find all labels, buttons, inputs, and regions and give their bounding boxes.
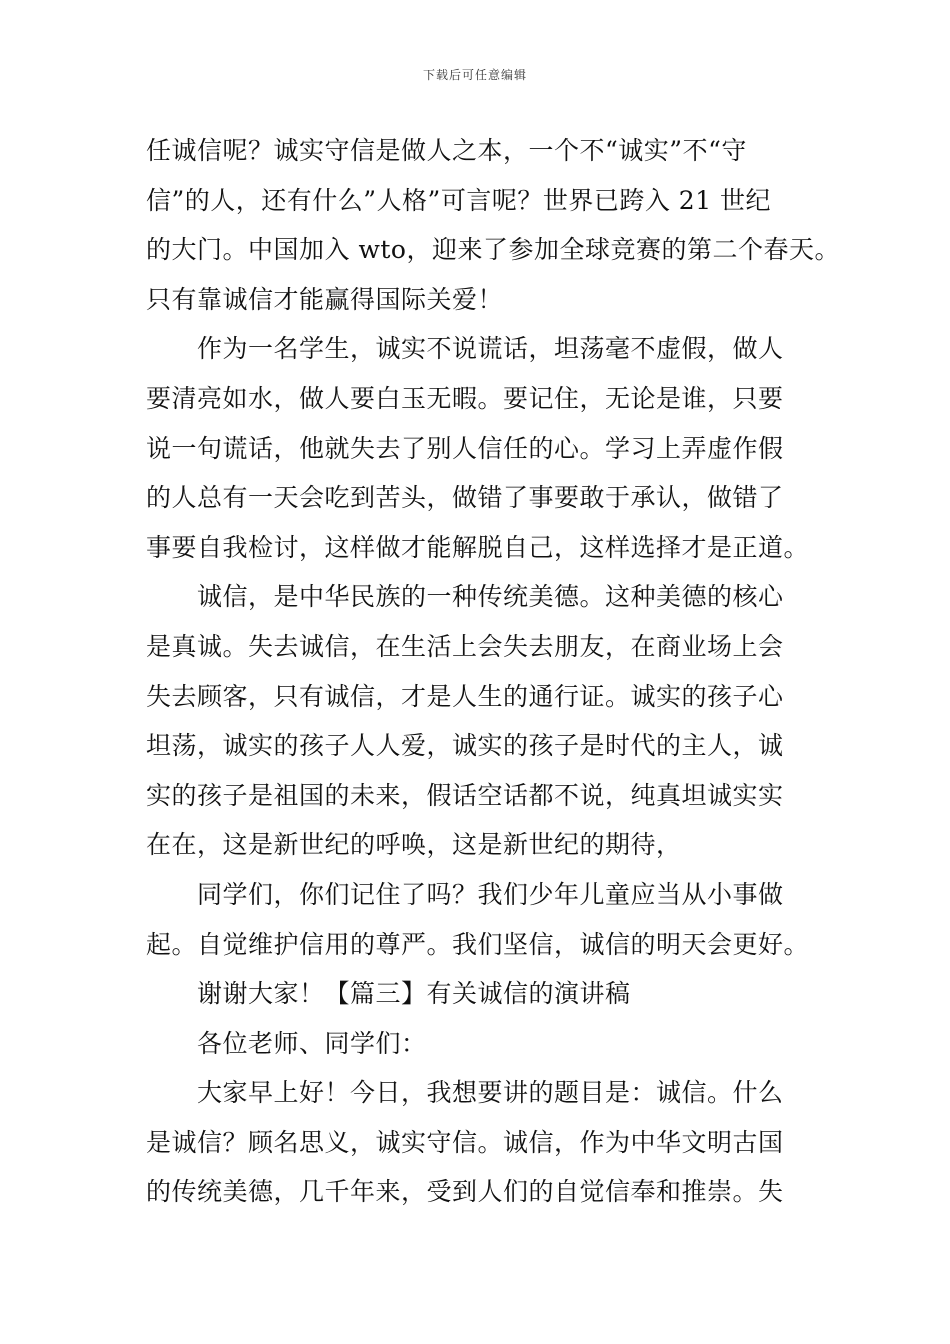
text-line: 是诚信？顾名思义，诚实守信。诚信，作为中华文明古国 (146, 1127, 784, 1157)
paragraph-first-line: 各位老师、同学们： (197, 1028, 427, 1058)
text-line: 的传统美德，几千年来，受到人们的自觉信奉和推崇。失 (146, 1177, 784, 1207)
paragraph-first-line: 同学们，你们记住了吗？我们少年儿童应当从小事做 (197, 879, 784, 909)
header-note: 下载后可任意编辑 (422, 68, 527, 82)
text-line: 的人总有一天会吃到苦头，做错了事要敢于承认，做错了 (146, 483, 784, 513)
text-line: 只有靠诚信才能赢得国际关爱！ (146, 284, 504, 314)
body-text (146, 126, 840, 1217)
text-line: 在在，这是新世纪的呼唤，这是新世纪的期待， (146, 830, 682, 860)
text-line: 任诚信呢？诚实守信是做人之本，一个不“诚实”不“守 (146, 136, 747, 165)
text-line: 实的孩子是祖国的未来，假话空话都不说，纯真坦诚实实 (146, 780, 784, 810)
paragraph-first-line: 作为一名学生，诚实不说谎话，坦荡毫不虚假，做人 (197, 334, 784, 364)
text-line: 信”的人，还有什么”人格”可言呢？世界已跨入 21 世纪 (146, 185, 772, 215)
paragraph-first-line: 大家早上好！今日，我想要讲的题目是：诚信。什么 (197, 1078, 784, 1108)
text-line: 起。自觉维护信用的尊严。我们坚信，诚信的明天会更好。 (146, 929, 810, 959)
text-line: 要清亮如水，做人要白玉无暇。要记住，无论是谁，只要 (146, 383, 784, 413)
text-line: 坦荡，诚实的孩子人人爱，诚实的孩子是时代的主人，诚 (146, 731, 784, 761)
text-line: 说一句谎话，他就失去了别人信任的心。学习上弄虚作假 (146, 433, 784, 463)
text-line: 的大门。中国加入 wto，迎来了参加全球竞赛的第二个春天。 (146, 235, 840, 265)
paragraph-first-line: 谢谢大家！【篇三】有关诚信的演讲稿 (197, 979, 631, 1009)
text-line: 失去顾客，只有诚信，才是人生的通行证。诚实的孩子心 (146, 681, 784, 711)
text-line: 是真诚。失去诚信，在生活上会失去朋友，在商业场上会 (146, 631, 784, 661)
paragraph-first-line: 诚信，是中华民族的一种传统美德。这种美德的核心 (197, 582, 784, 612)
text-line: 事要自我检讨，这样做才能解脱自己，这样选择才是正道。 (146, 532, 810, 562)
